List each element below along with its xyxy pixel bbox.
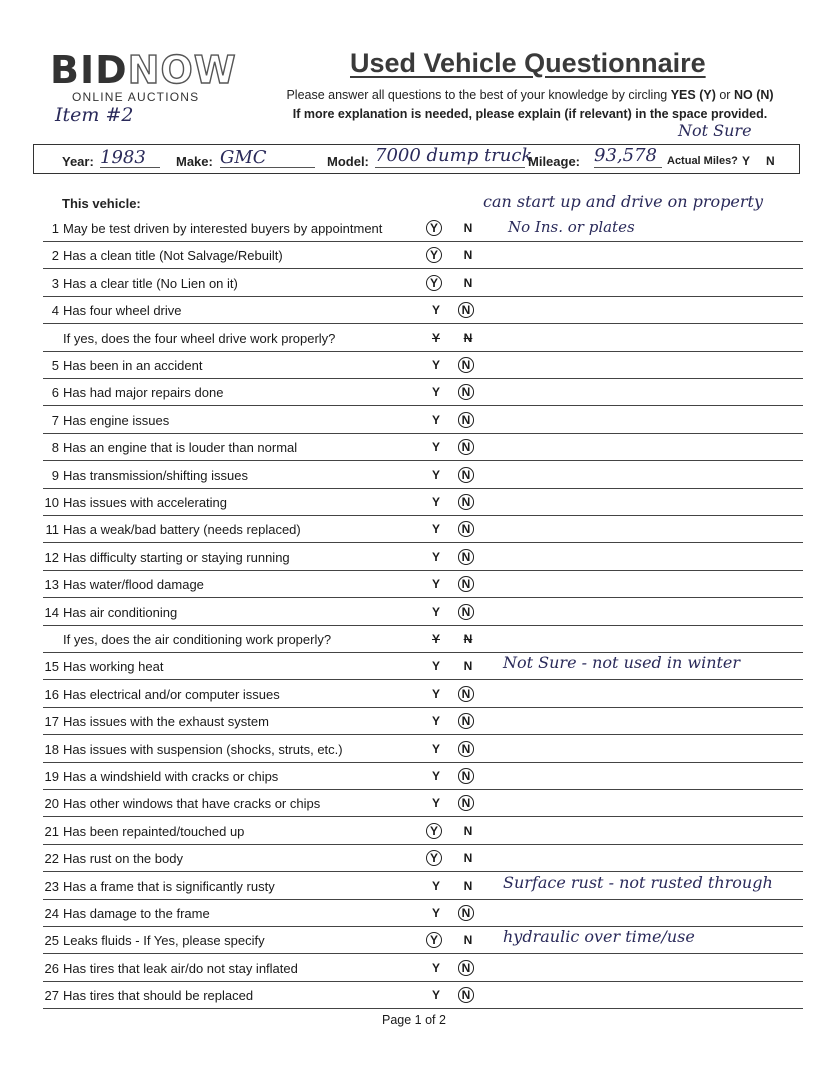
- mileage-label: Mileage:: [528, 154, 581, 169]
- question-text: Has issues with the exhaust system: [63, 714, 269, 730]
- question-row: [43, 378, 803, 406]
- answer-yes-label: Y: [426, 850, 442, 866]
- answer-yes[interactable]: [429, 605, 443, 619]
- make-label: Make:: [176, 154, 213, 169]
- question-number: 10: [44, 495, 59, 510]
- answer-yes-label: Y: [431, 769, 440, 783]
- answer-no-label: N: [463, 221, 473, 235]
- question-row: [43, 515, 803, 543]
- actual-miles-no[interactable]: N: [766, 154, 775, 168]
- answer-yes-label: Y: [431, 440, 440, 455]
- answer-no[interactable]: [461, 659, 475, 673]
- answer-no[interactable]: [461, 824, 475, 838]
- answer-yes[interactable]: [429, 221, 443, 235]
- answer-no-label: N: [463, 632, 473, 646]
- question-text: Has other windows that have cracks or chips: [63, 796, 321, 812]
- question-text: Has issues with accelerating: [63, 495, 228, 510]
- answer-yes-label: Y: [431, 604, 440, 619]
- answer-yes[interactable]: [429, 988, 443, 1002]
- question-row: [43, 433, 803, 461]
- answer-no-label: N: [458, 521, 475, 537]
- answer-no[interactable]: [461, 440, 475, 454]
- model-label: Model:: [327, 154, 369, 169]
- question-text: Has tires that leak air/do not stay inflated: [63, 960, 298, 976]
- question-row: [43, 872, 803, 900]
- question-row: [43, 351, 803, 379]
- answer-no[interactable]: [461, 714, 475, 728]
- answer-no[interactable]: [461, 961, 475, 975]
- bidnow-logo: [50, 50, 250, 90]
- answer-yes-label: Y: [431, 330, 440, 345]
- answer-no[interactable]: [461, 303, 475, 317]
- answer-no[interactable]: [461, 933, 475, 947]
- answer-yes[interactable]: [429, 440, 443, 454]
- answer-yes-label: Y: [431, 796, 440, 811]
- question-number: 8: [51, 440, 59, 456]
- answer-no-label: N: [458, 494, 475, 510]
- answer-no-label: N: [463, 878, 473, 893]
- answer-no-label: N: [458, 384, 475, 400]
- answer-no[interactable]: [461, 742, 475, 756]
- answer-no[interactable]: [461, 550, 475, 564]
- answer-no[interactable]: [461, 632, 475, 646]
- answer-no[interactable]: [461, 221, 475, 235]
- question-number: 14: [44, 604, 59, 620]
- model-field[interactable]: 7000 dump truck: [375, 145, 533, 166]
- answer-no[interactable]: [461, 769, 475, 783]
- answer-yes-label: Y: [431, 358, 440, 372]
- answer-no-label: N: [458, 795, 475, 811]
- answer-yes[interactable]: [429, 687, 443, 701]
- answer-no-label: N: [458, 741, 475, 757]
- question-text: Leaks fluids - If Yes, please specify: [63, 933, 265, 949]
- answer-no-label: N: [463, 330, 473, 345]
- answer-yes-label: Y: [426, 247, 442, 263]
- question-row: [43, 461, 803, 489]
- question-text: Has had major repairs done: [63, 385, 224, 401]
- answer-yes-label: Y: [431, 549, 440, 564]
- question-number: 11: [45, 522, 59, 538]
- answer-no[interactable]: [461, 687, 475, 701]
- answer-yes[interactable]: [429, 495, 443, 509]
- question-text: Has been repainted/touched up: [63, 823, 245, 839]
- answer-no[interactable]: [461, 248, 475, 262]
- question-number: 26: [44, 960, 59, 976]
- answer-no[interactable]: [461, 577, 475, 591]
- question-text: Has damage to the frame: [63, 906, 210, 921]
- question-row: [43, 625, 803, 653]
- answer-no[interactable]: [461, 851, 475, 865]
- question-text: Has air conditioning: [63, 604, 178, 620]
- answer-no-label: N: [463, 248, 473, 263]
- question-text: Has electrical and/or computer issues: [63, 686, 280, 702]
- answer-no-label: N: [458, 713, 475, 729]
- question-row: [43, 406, 803, 434]
- answer-yes-label: Y: [431, 632, 440, 646]
- answer-yes-label: Y: [426, 823, 442, 839]
- answer-no-label: N: [458, 549, 475, 565]
- question-text: Has a frame that is significantly rusty: [63, 878, 275, 894]
- answer-no[interactable]: [461, 605, 475, 619]
- answer-yes-label: Y: [431, 412, 440, 427]
- answer-yes-label: Y: [426, 932, 442, 948]
- question-number: 24: [44, 906, 59, 921]
- answer-yes[interactable]: [429, 550, 443, 564]
- answer-yes[interactable]: [429, 632, 443, 646]
- explanation-note: hydraulic over time/use: [503, 927, 695, 947]
- question-row: [43, 735, 803, 763]
- question-text: Has tires that should be replaced: [63, 988, 254, 1004]
- question-row: [43, 817, 803, 845]
- question-text: Has a clean title (Not Salvage/Rebuilt): [63, 248, 283, 264]
- question-row: [43, 241, 803, 269]
- answer-no[interactable]: [461, 385, 475, 399]
- question-row: [43, 926, 803, 954]
- answer-no-label: N: [458, 604, 475, 620]
- answer-yes[interactable]: [429, 851, 443, 865]
- question-text: Has difficulty starting or staying running: [63, 549, 290, 565]
- question-number: 2: [51, 248, 59, 264]
- actual-miles-label: Actual Miles?: [667, 155, 738, 167]
- answer-no-label: N: [458, 768, 475, 784]
- answer-yes[interactable]: [429, 385, 443, 399]
- answer-yes-label: Y: [431, 303, 440, 318]
- answer-no-label: N: [463, 851, 473, 866]
- answer-yes[interactable]: [429, 577, 443, 591]
- question-text: If yes, does the air conditioning work properly?: [63, 632, 332, 647]
- question-number: 19: [44, 769, 59, 784]
- question-row: [43, 570, 803, 598]
- answer-no-label: N: [458, 686, 475, 702]
- answer-yes[interactable]: [429, 824, 443, 838]
- question-row: [43, 707, 803, 735]
- actual-miles-note: Not Sure: [678, 121, 752, 140]
- year-field[interactable]: 1983: [100, 147, 160, 168]
- question-text: Has been in an accident: [63, 358, 203, 373]
- question-row: [43, 680, 803, 708]
- make-field[interactable]: GMC: [220, 147, 315, 168]
- answer-no-label: N: [458, 357, 475, 373]
- answer-yes-label: Y: [431, 522, 440, 537]
- question-number: 20: [44, 796, 59, 812]
- question-number: 1: [51, 221, 59, 236]
- answer-yes-label: Y: [431, 577, 440, 592]
- answer-yes[interactable]: [429, 879, 443, 893]
- question-row: [43, 269, 803, 297]
- question-text: Has an engine that is louder than normal: [63, 440, 298, 456]
- question-number: 16: [44, 686, 59, 702]
- answer-yes-label: Y: [431, 495, 440, 509]
- answer-yes[interactable]: [429, 714, 443, 728]
- question-number: 12: [44, 549, 59, 565]
- answer-yes-label: Y: [431, 906, 440, 920]
- instructions-line-2: If more explanation is needed, please explain (if relevant) in the space provided.: [292, 107, 768, 121]
- answer-yes-label: Y: [431, 988, 440, 1003]
- question-text: Has a weak/bad battery (needs replaced): [63, 522, 301, 538]
- answer-no[interactable]: [461, 495, 475, 509]
- answer-yes[interactable]: [429, 468, 443, 482]
- question-row: [43, 844, 803, 872]
- answer-yes[interactable]: [429, 303, 443, 317]
- answer-yes-label: Y: [431, 659, 440, 674]
- answer-no[interactable]: [461, 906, 475, 920]
- question-row: [43, 954, 803, 982]
- answer-no-label: N: [458, 467, 475, 483]
- question-text: May be test driven by interested buyers by appointment: [63, 221, 383, 236]
- actual-miles-yes[interactable]: Y: [742, 154, 751, 168]
- question-number: 15: [44, 659, 59, 675]
- question-number: 9: [51, 467, 59, 483]
- section-label: This vehicle:: [62, 196, 141, 211]
- question-number: 22: [44, 851, 59, 867]
- answer-no-label: N: [463, 275, 473, 290]
- year-label: Year:: [62, 154, 94, 169]
- question-number: 23: [44, 878, 59, 894]
- answer-yes[interactable]: [429, 522, 443, 536]
- answer-yes[interactable]: [429, 742, 443, 756]
- answer-no[interactable]: [461, 879, 475, 893]
- question-row: [43, 296, 803, 324]
- answer-no[interactable]: [461, 796, 475, 810]
- answer-no-label: N: [458, 987, 475, 1003]
- answer-yes[interactable]: [429, 248, 443, 262]
- answer-no-label: N: [458, 439, 475, 455]
- question-row: [43, 543, 803, 571]
- answer-no[interactable]: [461, 358, 475, 372]
- item-number: Item #2: [55, 104, 134, 126]
- logo-bid: BID: [50, 48, 128, 92]
- question-row: [43, 789, 803, 817]
- question-text: Has transmission/shifting issues: [63, 467, 248, 483]
- answer-yes[interactable]: [429, 331, 443, 345]
- answer-yes-label: Y: [426, 275, 442, 291]
- question-text: Has working heat: [63, 659, 164, 675]
- question-number: 18: [44, 741, 59, 757]
- answer-yes[interactable]: [429, 769, 443, 783]
- answer-yes-label: Y: [431, 878, 440, 893]
- answer-no-label: N: [463, 933, 473, 948]
- question-number: 4: [51, 303, 59, 319]
- answer-no[interactable]: [461, 522, 475, 536]
- answer-yes[interactable]: [429, 413, 443, 427]
- answer-no[interactable]: [461, 988, 475, 1002]
- answer-no-label: N: [458, 302, 475, 318]
- logo-subtitle: ONLINE AUCTIONS: [72, 90, 200, 104]
- instructions-line-1: Please answer all questions to the best of your knowledge by circling YES (Y) or NO (N): [286, 88, 774, 102]
- explanation-note: can start up and drive on property: [483, 192, 764, 211]
- answer-yes[interactable]: [429, 358, 443, 372]
- answer-yes-label: Y: [426, 220, 442, 236]
- question-row: [43, 762, 803, 790]
- answer-no-label: N: [463, 823, 473, 838]
- question-number: 17: [44, 714, 59, 730]
- answer-yes-label: Y: [431, 960, 440, 975]
- answer-yes-label: Y: [431, 714, 440, 729]
- answer-no[interactable]: [461, 413, 475, 427]
- answer-yes[interactable]: [429, 906, 443, 920]
- question-text: If yes, does the four wheel drive work properly?: [63, 330, 336, 346]
- row-1-note-2: No Ins. or plates: [508, 218, 635, 236]
- answer-no[interactable]: [461, 468, 475, 482]
- answer-no-label: N: [458, 960, 475, 976]
- answer-no[interactable]: [461, 276, 475, 290]
- question-text: Has engine issues: [63, 412, 170, 428]
- mileage-field[interactable]: 93,578: [594, 145, 662, 168]
- answer-yes[interactable]: [429, 276, 443, 290]
- explanation-note: Surface rust - not rusted through: [503, 872, 773, 892]
- question-row: [43, 899, 803, 927]
- question-text: Has water/flood damage: [63, 577, 204, 593]
- answer-no-label: N: [463, 659, 473, 674]
- question-number: 25: [44, 933, 59, 949]
- page-number: Page 1 of 2: [382, 1013, 446, 1027]
- answer-no-label: N: [458, 905, 475, 921]
- question-number: 13: [44, 577, 59, 593]
- question-text: Has issues with suspension (shocks, struts, etc.): [63, 741, 343, 757]
- explanation-note: Not Sure - not used in winter: [503, 653, 741, 673]
- answer-no-label: N: [458, 576, 475, 592]
- answer-yes-label: Y: [431, 385, 440, 400]
- answer-no[interactable]: [461, 331, 475, 345]
- answer-yes-label: Y: [431, 467, 440, 482]
- logo-now: NOW: [127, 48, 237, 92]
- question-row: [43, 981, 803, 1009]
- question-text: Has four wheel drive: [63, 303, 182, 319]
- question-number: 3: [51, 275, 59, 291]
- question-number: 7: [51, 412, 59, 428]
- answer-yes-label: Y: [431, 686, 440, 701]
- question-number: 27: [44, 988, 59, 1004]
- question-row: [43, 598, 803, 626]
- question-row: [43, 324, 803, 352]
- answer-yes-label: Y: [431, 741, 440, 756]
- question-number: 5: [51, 358, 59, 373]
- answer-no-label: N: [458, 412, 475, 428]
- answer-yes[interactable]: [429, 659, 443, 673]
- answer-yes[interactable]: [429, 961, 443, 975]
- question-text: Has a clear title (No Lien on it): [63, 275, 238, 291]
- question-text: Has a windshield with cracks or chips: [63, 769, 279, 784]
- question-row: [43, 652, 803, 680]
- question-row: [43, 488, 803, 516]
- answer-yes[interactable]: [429, 933, 443, 947]
- question-text: Has rust on the body: [63, 851, 183, 867]
- page-title: Used Vehicle Questionnaire: [350, 48, 706, 78]
- question-number: 6: [51, 385, 59, 401]
- question-number: 21: [44, 823, 59, 839]
- answer-yes[interactable]: [429, 796, 443, 810]
